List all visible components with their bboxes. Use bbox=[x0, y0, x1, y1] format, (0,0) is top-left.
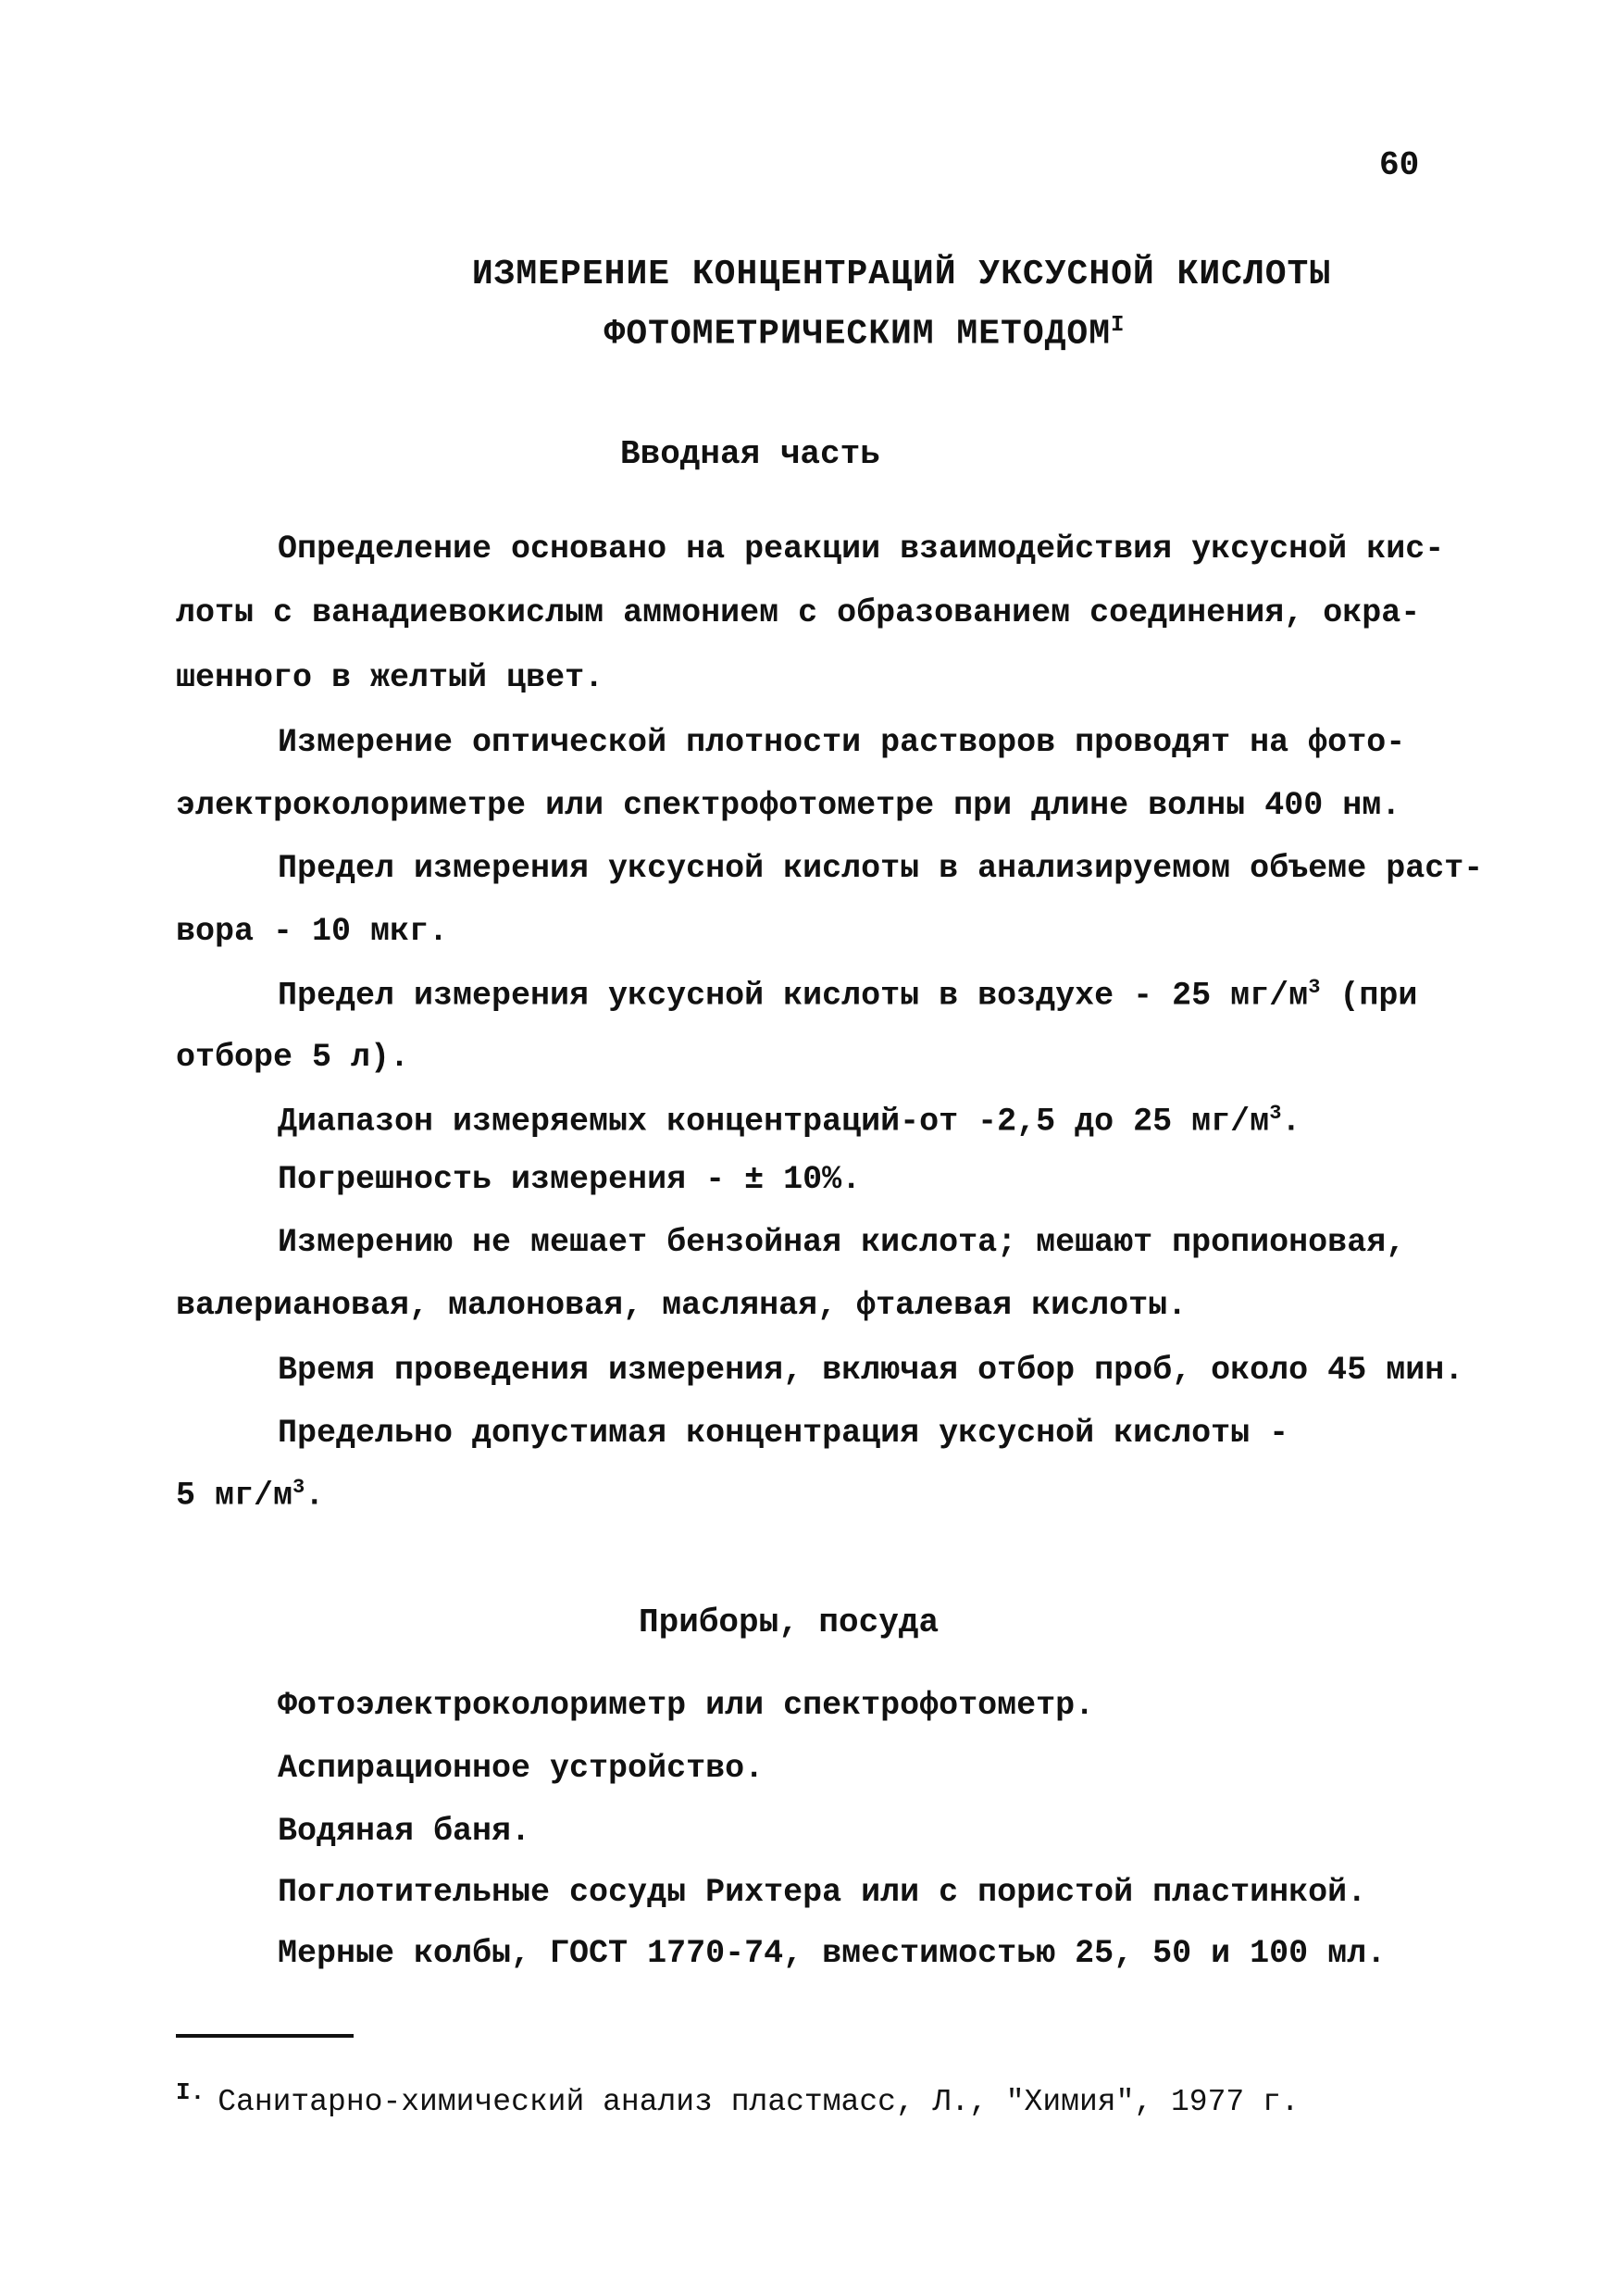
footnote-mark: I. bbox=[176, 2078, 205, 2106]
intro-line-9: отборе 5 л). bbox=[176, 1039, 410, 1076]
title-footnote-mark: I bbox=[1111, 313, 1126, 338]
intro-line-5: электроколориметре или спектрофотометре при длине волны 400 нм. bbox=[176, 787, 1401, 824]
title-line-2-text: ФОТОМЕТРИЧЕСКИМ МЕТОДОМ bbox=[604, 314, 1112, 355]
section-heading-intro: Вводная часть bbox=[620, 435, 880, 473]
title-line-2 bbox=[56, 313, 1618, 355]
equipment-line-1: Фотоэлектроколориметр или спектрофотометр. bbox=[278, 1687, 1095, 1724]
intro-line-3: шенного в желтый цвет. bbox=[176, 659, 604, 696]
intro-line-10-tail: . bbox=[1281, 1103, 1301, 1141]
superscript-3: 3 bbox=[1308, 976, 1321, 999]
intro-line-6: Предел измерения уксусной кислоты в анализируемом объеме раст- bbox=[278, 850, 1484, 887]
intro-line-2: лоты с ванадиевокислым аммонием с образованием соединения, окра- bbox=[176, 594, 1421, 631]
equipment-line-3: Водяная баня. bbox=[278, 1813, 531, 1850]
intro-line-8-tail: (при bbox=[1320, 977, 1418, 1015]
equipment-line-2: Аспирационное устройство. bbox=[278, 1750, 765, 1787]
footnote-text: Санитарно-химический анализ пластмасс, Л., "Химия", 1977 г. bbox=[218, 2085, 1300, 2119]
intro-line-10 bbox=[278, 1102, 1301, 1141]
intro-line-12: Измерению не мешает бензойная кислота; мешают пропионовая, bbox=[278, 1224, 1406, 1261]
intro-line-7: вора - 10 мкг. bbox=[176, 913, 449, 950]
intro-line-16-text: 5 мг/м bbox=[176, 1477, 293, 1515]
intro-line-4: Измерение оптической плотности растворов проводят на фото- bbox=[278, 724, 1406, 761]
title-line-1: ИЗМЕРЕНИЕ КОНЦЕНТРАЦИЙ УКСУСНОЙ КИСЛОТЫ bbox=[471, 255, 1332, 294]
section-heading-equipment: Приборы, посуда bbox=[639, 1603, 940, 1641]
intro-line-8-text: Предел измерения уксусной кислоты в воздухе - 25 мг/м bbox=[278, 977, 1309, 1015]
intro-line-11: Погрешность измерения - ± 10%. bbox=[278, 1161, 862, 1198]
intro-line-14: Время проведения измерения, включая отбор проб, около 45 мин. bbox=[278, 1352, 1464, 1389]
footnote-divider bbox=[176, 2034, 354, 2038]
superscript-3: 3 bbox=[1269, 1102, 1282, 1125]
equipment-line-5: Мерные колбы, ГОСТ 1770-74, вместимостью 25, 50 и 100 мл. bbox=[278, 1935, 1387, 1972]
intro-line-16-tail: . bbox=[305, 1477, 325, 1515]
superscript-3: 3 bbox=[292, 1476, 305, 1499]
page-number: 60 bbox=[1379, 146, 1420, 184]
intro-line-13: валериановая, малоновая, масляная, фталевая кислоты. bbox=[176, 1287, 1188, 1324]
intro-line-16 bbox=[176, 1476, 324, 1515]
intro-line-8 bbox=[278, 976, 1417, 1015]
equipment-line-4: Поглотительные сосуды Рихтера или с пористой пластинкой. bbox=[278, 1874, 1367, 1911]
intro-line-1: Определение основано на реакции взаимодействия уксусной кис- bbox=[278, 530, 1445, 568]
intro-line-10-text: Диапазон измеряемых концентраций-от -2,5 до 25 мг/м bbox=[278, 1103, 1270, 1141]
intro-line-15: Предельно допустимая концентрация уксусной кислоты - bbox=[278, 1415, 1289, 1452]
footnote bbox=[176, 2078, 1300, 2119]
